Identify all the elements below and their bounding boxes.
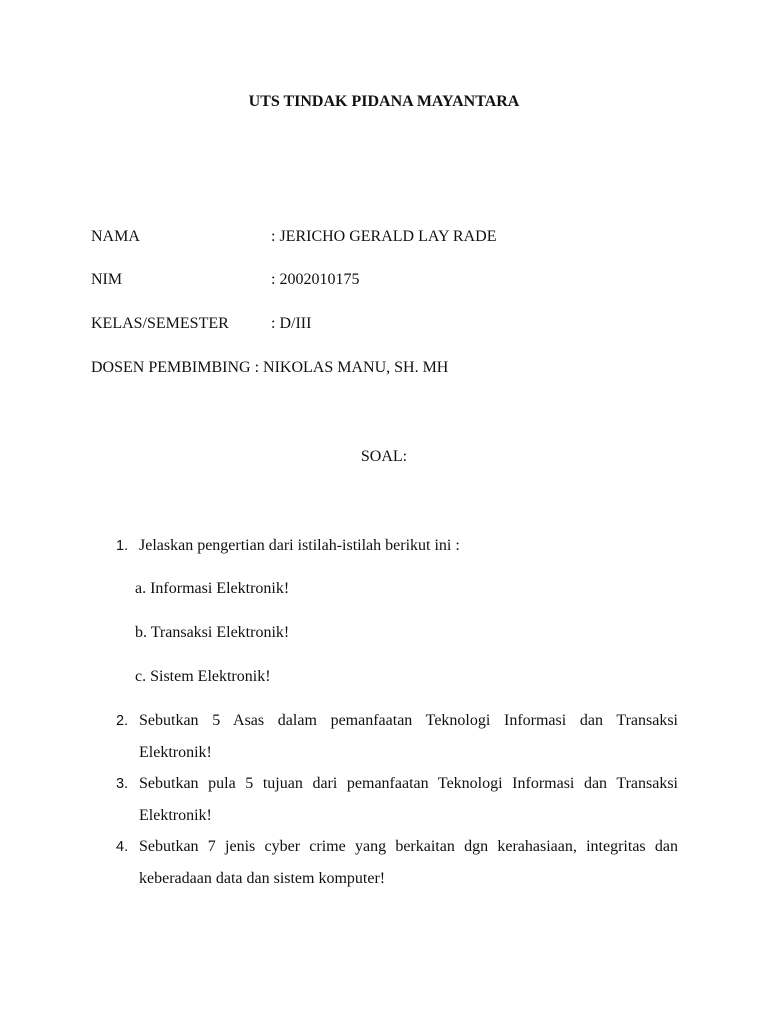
question-text xyxy=(139,831,678,895)
dosen-line: DOSEN PEMBIMBING : NIKOLAS MANU, SH. MH xyxy=(91,359,449,376)
question-line: Sebutkan 5 Asas dalam pemanfaatan Teknologi Informasi dan Transaksi xyxy=(139,712,678,729)
sub-item: c. Sistem Elektronik! xyxy=(135,668,271,685)
nama-label: NAMA xyxy=(91,228,140,245)
question-text: Jelaskan pengertian dari istilah-istilah berikut ini : xyxy=(139,537,460,554)
question-line: Elektronik! xyxy=(139,744,212,761)
question-number: 3. xyxy=(116,776,129,792)
kelas-label: KELAS/SEMESTER xyxy=(91,315,229,332)
sub-item: a. Informasi Elektronik! xyxy=(135,580,290,597)
question-line: Elektronik! xyxy=(139,807,212,824)
question-number: 4. xyxy=(116,839,129,855)
question-text xyxy=(139,768,678,832)
question-line: Sebutkan 7 jenis cyber crime yang berkaitan dgn kerahasiaan, integritas dan xyxy=(139,838,678,855)
question-number: 1. xyxy=(116,538,129,554)
question-line: keberadaan data dan sistem komputer! xyxy=(139,870,386,887)
kelas-value: : D/III xyxy=(271,315,312,332)
nim-label: NIM xyxy=(91,271,123,288)
question-text xyxy=(139,705,678,769)
document-title: UTS TINDAK PIDANA MAYANTARA xyxy=(248,93,520,110)
question-line: Sebutkan pula 5 tujuan dari pemanfaatan Teknologi Informasi dan Transaksi xyxy=(139,775,678,792)
nim-value: : 2002010175 xyxy=(271,271,360,288)
question-number: 2. xyxy=(116,713,129,729)
soal-heading: SOAL: xyxy=(360,448,408,465)
nama-value: : JERICHO GERALD LAY RADE xyxy=(271,228,497,245)
sub-item: b. Transaksi Elektronik! xyxy=(135,624,290,641)
